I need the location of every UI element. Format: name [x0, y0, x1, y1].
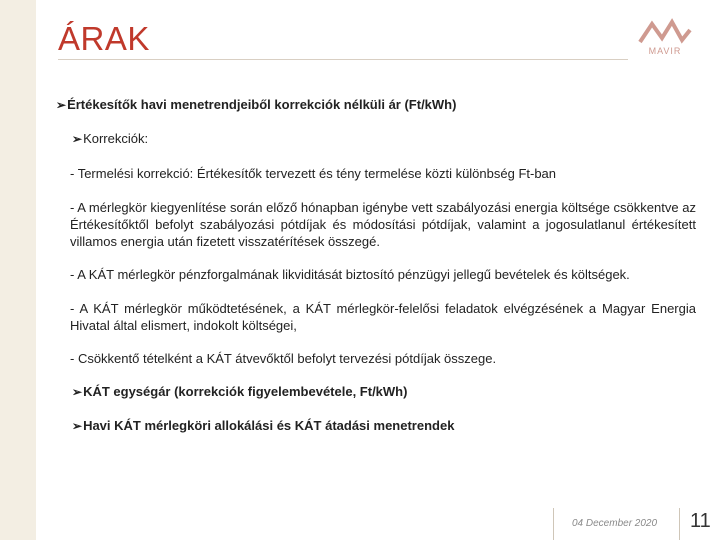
- paragraph-liquidity: - A KÁT mérlegkör pénzforgalmának likviditását biztosító pénzügyi jellegű bevételek és költségek.: [70, 267, 630, 282]
- arrow-bullet-icon: ➢: [72, 385, 83, 399]
- slide-title: ÁRAK: [58, 20, 150, 57]
- arrow-bullet-icon: ➢: [56, 98, 67, 112]
- footer-separator: [679, 508, 680, 540]
- paragraph-operating-cost: - A KÁT mérlegkör működtetésének, a KÁT mérlegkör-felelősi feladatok elvégzésének a Magyar Energia Hivatal által elismert, indokolt költségei,: [70, 301, 696, 333]
- footer-date: 04 December 2020: [572, 518, 658, 529]
- bullet-main-text: Értékesítők havi menetrendjeiből korrekciók nélküli ár (Ft/kWh): [67, 97, 457, 112]
- mavir-logo-icon: [636, 16, 694, 64]
- paragraph-production-correction: - Termelési korrekció: Értékesítők tervezett és tény termelése közti különbség Ft-ban: [70, 166, 557, 181]
- bullet-main: [56, 97, 456, 112]
- title-divider: [58, 59, 628, 60]
- arrow-bullet-icon: ➢: [72, 132, 83, 146]
- arrow-bullet-icon: ➢: [72, 419, 83, 433]
- page-number: 11: [690, 510, 711, 532]
- paragraph-penalty-reduction: - Csökkentő tételként a KÁT átvevőktől befolyt tervezési pótdíjak összege.: [70, 351, 497, 366]
- logo-text: MAVIR: [648, 46, 682, 56]
- bullet-corrections-text: Korrekciók:: [83, 131, 149, 146]
- bullet-kat-price-text: KÁT egységár (korrekciók figyelembevétele, Ft/kWh): [83, 384, 408, 399]
- bullet-schedules: [72, 418, 454, 433]
- bullet-corrections: [72, 131, 148, 146]
- left-decor-bar: [0, 0, 36, 540]
- bullet-kat-price: [72, 384, 407, 399]
- bullet-schedules-text: Havi KÁT mérlegköri allokálási és KÁT átadási menetrendek: [83, 418, 455, 433]
- paragraph-balancing-cost: - A mérlegkör kiegyenlítése során előző hónapban igénybe vett szabályozási energia költsége csökkentve az Értékesítőktől befolyt szabályozási pótdíjak és módosítási pótdíjak, valamint a jogosulatlanul értékesített villamos energia után fizetett visszatérítések összegé.: [70, 200, 696, 249]
